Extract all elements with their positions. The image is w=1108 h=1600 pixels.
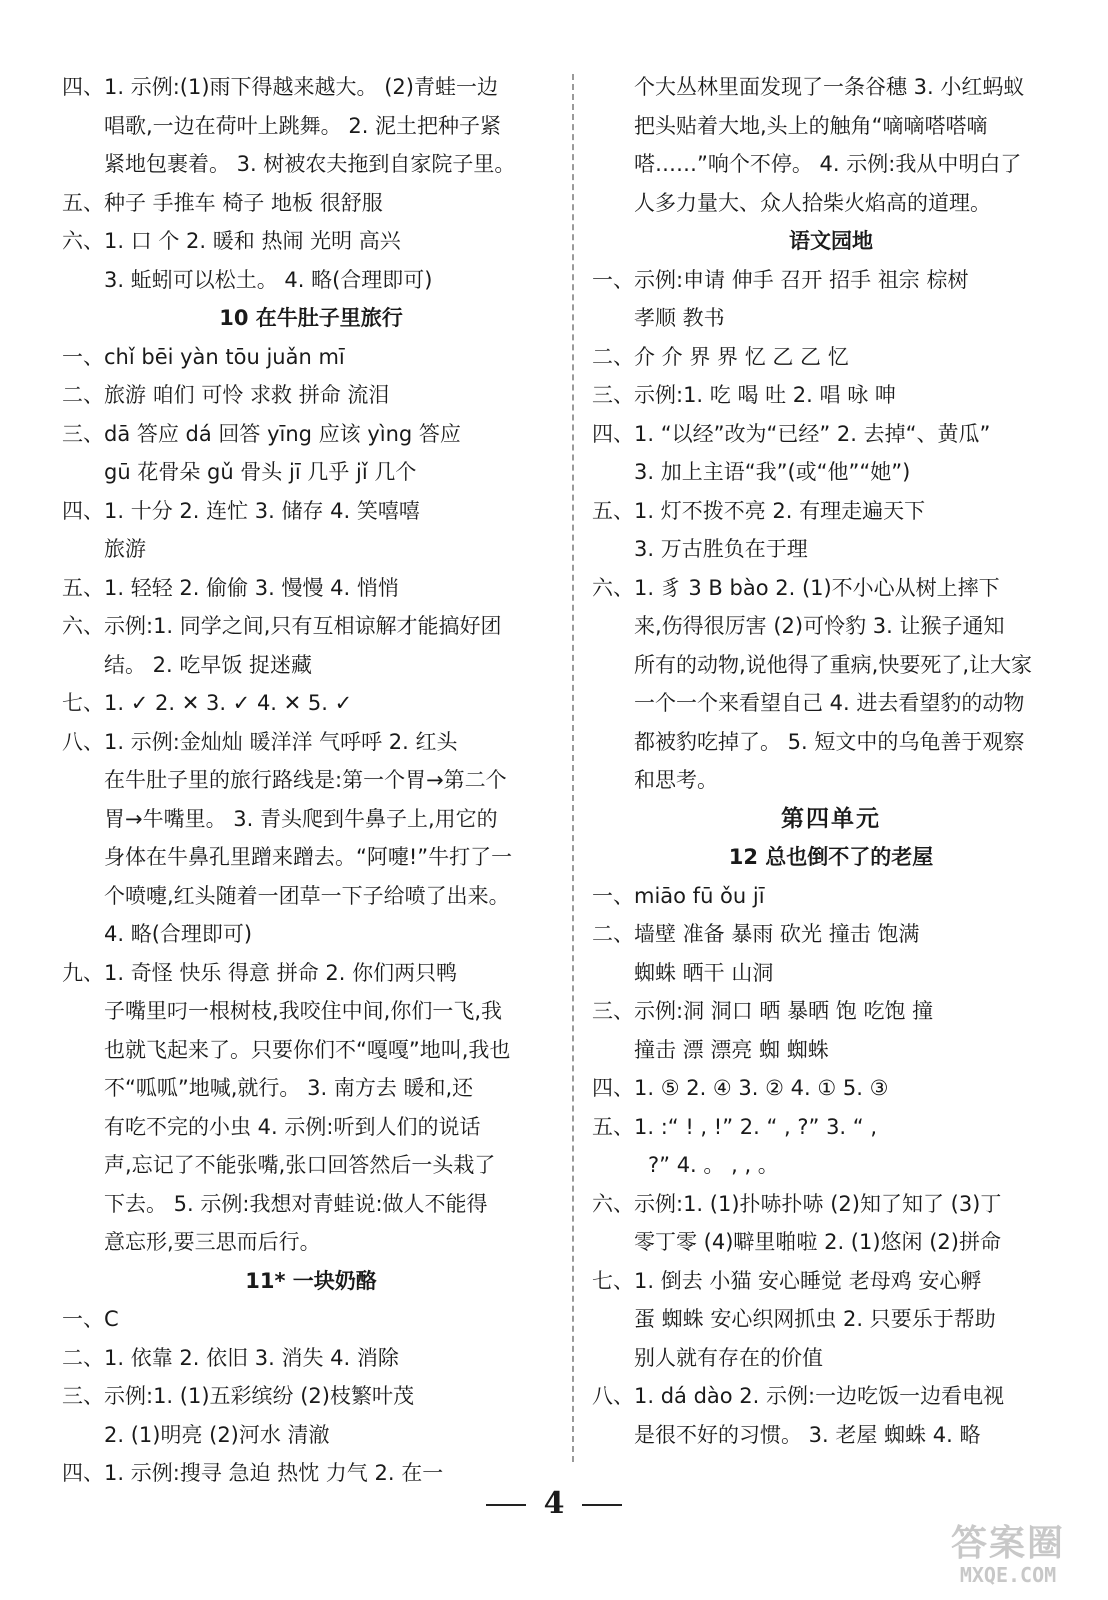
answer-line: 六、示例:1. (1)扑哧扑哧 (2)知了知了 (3)丁 bbox=[592, 1191, 1002, 1216]
column-divider bbox=[572, 74, 574, 1462]
answer-line: 一、chǐ bēi yàn tōu juǎn mī bbox=[62, 344, 345, 369]
answer-line: 不“呱呱”地喊,就行。 3. 南方去 暖和,还 bbox=[104, 1076, 474, 1100]
answer-line: 个喷嚏,红头随着一团草一下子给喷了出来。 bbox=[104, 883, 510, 908]
answer-line: 也就飞起来了。只要你们不“嘎嘎”地叫,我也 bbox=[104, 1037, 511, 1062]
answer-line: 个大丛林里面发现了一条谷穗 3. 小红蚂蚁 bbox=[634, 75, 1025, 99]
answer-line: 子嘴里叼一根树枝,我咬住中间,你们一飞,我 bbox=[104, 999, 503, 1023]
answer-line: 五、1. 灯不拨不亮 2. 有理走遍天下 bbox=[592, 498, 926, 523]
answer-line: 3. 加上主语“我”(或“他”“她”) bbox=[634, 460, 911, 484]
page-number-dash-right bbox=[582, 1504, 622, 1506]
answer-line: 一、示例:申请 伸手 召开 招手 祖宗 棕树 bbox=[592, 267, 969, 292]
answer-line: 声,忘记了不能张嘴,张口回答然后一头栽了 bbox=[104, 1153, 496, 1177]
answer-line: 五、1. :“ ! , !” 2. “ , ?” 3. “ , bbox=[592, 1114, 878, 1139]
answer-line: 紧地包裹着。 3. 树被农夫拖到自家院子里。 bbox=[104, 152, 516, 176]
answer-line: 四、1. “以经”改为“已经” 2. 去掉“、黄瓜” bbox=[592, 421, 991, 446]
page-number bbox=[0, 1484, 1108, 1524]
answer-line: 三、示例:1. 吃 喝 吐 2. 唱 咏 呻 bbox=[592, 383, 896, 407]
answer-line: 四、1. ⑤ 2. ④ 3. ② 4. ① 5. ③ bbox=[592, 1076, 889, 1100]
page-number-dash-left bbox=[486, 1504, 526, 1506]
answer-line: 2. (1)明亮 (2)河水 清澈 bbox=[104, 1422, 330, 1447]
answer-line: 一个一个来看望自己 4. 进去看望豹的动物 bbox=[634, 691, 1025, 715]
section-heading: 10 在牛肚子里旅行 bbox=[219, 306, 403, 330]
answer-line: 孝顺 教书 bbox=[634, 306, 725, 330]
section-heading: 12 总也倒不了的老屋 bbox=[728, 845, 934, 869]
watermark-url: MXQE.COM bbox=[959, 1563, 1057, 1587]
answer-line: 九、1. 奇怪 快乐 得意 拼命 2. 你们两只鸭 bbox=[62, 960, 458, 985]
answer-line: 四、1. 十分 2. 连忙 3. 储存 4. 笑嘻嘻 bbox=[62, 498, 420, 523]
answer-line: 蛋 蜘蛛 安心织网抓虫 2. 只要乐于帮助 bbox=[634, 1307, 996, 1331]
answer-line: 都被豹吃掉了。 5. 短文中的乌龟善于观察 bbox=[634, 729, 1025, 754]
left-answer-column bbox=[62, 68, 560, 1493]
answer-line: gū 花骨朵 gǔ 骨头 jī 几乎 jǐ 几个 bbox=[104, 460, 417, 484]
answer-line: 六、1. 口 个 2. 暖和 热闹 光明 高兴 bbox=[62, 229, 401, 253]
page-number-value: 4 bbox=[543, 1486, 565, 1521]
answer-line: 在牛肚子里的旅行路线是:第一个胃→第二个 bbox=[104, 768, 507, 792]
answer-line: 一、miāo fū ǒu jī bbox=[592, 883, 765, 908]
answer-line: 三、dā 答应 dá 回答 yīng 应该 yìng 答应 bbox=[62, 421, 461, 446]
answer-line: 结。 2. 吃早饭 捉迷藏 bbox=[104, 652, 313, 677]
section-heading: 语文园地 bbox=[789, 229, 873, 253]
answer-line: 四、1. 示例:(1)雨下得越来越大。 (2)青蛙一边 bbox=[62, 75, 498, 99]
answer-line: 下去。 5. 示例:我想对青蛙说:做人不能得 bbox=[104, 1191, 488, 1216]
answer-line: 三、示例:1. (1)五彩缤纷 (2)枝繁叶茂 bbox=[62, 1384, 414, 1408]
answer-line: 五、1. 轻轻 2. 偷偷 3. 慢慢 4. 悄悄 bbox=[62, 575, 399, 600]
answer-line: ?” 4. 。 , , 。 bbox=[648, 1153, 779, 1177]
answer-line: 二、1. 依靠 2. 依旧 3. 消失 4. 消除 bbox=[62, 1345, 399, 1370]
answer-line: 所有的动物,说他得了重病,快要死了,让大家 bbox=[634, 652, 1033, 677]
unit-heading: 第四单元 bbox=[781, 805, 881, 832]
answer-line: 六、1. 豸 3 B bào 2. (1)不小心从树上摔下 bbox=[592, 575, 1000, 600]
answer-line: 别人就有存在的价值 bbox=[634, 1345, 823, 1370]
answer-line: 二、旅游 咱们 可怜 求救 拼命 流泪 bbox=[62, 383, 390, 407]
answer-line: 五、种子 手推车 椅子 地板 很舒服 bbox=[62, 190, 383, 215]
answer-line: 八、1. 示例:金灿灿 暖洋洋 气呼呼 2. 红头 bbox=[62, 729, 458, 754]
answer-line: 旅游 bbox=[104, 537, 146, 561]
answer-line: 把头贴着大地,头上的触角“嘀嘀嗒嗒嘀 bbox=[634, 113, 988, 138]
answer-line: 蜘蛛 晒干 山洞 bbox=[634, 960, 774, 985]
answer-line: 二、墙壁 准备 暴雨 砍光 撞击 饱满 bbox=[592, 922, 920, 946]
answer-line: 胃→牛嘴里。 3. 青头爬到牛鼻子上,用它的 bbox=[104, 806, 498, 831]
answer-line: 二、介 介 界 界 忆 乙 乙 忆 bbox=[592, 344, 849, 369]
answer-line: 身体在牛鼻孔里蹭来蹭去。“阿嚏!”牛打了一 bbox=[104, 845, 513, 869]
answer-line: 八、1. dá dào 2. 示例:一边吃饭一边看电视 bbox=[592, 1384, 1005, 1408]
watermark-main: 答案圈 bbox=[950, 1523, 1065, 1564]
answer-line: 撞击 漂 漂亮 蜘 蜘蛛 bbox=[634, 1037, 829, 1062]
answer-line: 来,伤得很厉害 (2)可怜豹 3. 让猴子通知 bbox=[634, 614, 1005, 638]
watermark-logo bbox=[918, 1524, 1098, 1590]
answer-line: 一、C bbox=[62, 1307, 119, 1331]
answer-line: 4. 略(合理即可) bbox=[104, 922, 253, 946]
answer-line: 四、1. 示例:搜寻 急迫 热忱 力气 2. 在一 bbox=[62, 1461, 444, 1485]
answer-line: 人多力量大、众人拾柴火焰高的道理。 bbox=[634, 190, 991, 215]
answer-line: 七、1. ✓ 2. ✕ 3. ✓ 4. ✕ 5. ✓ bbox=[62, 691, 353, 715]
answer-line: 有吃不完的小虫 4. 示例:听到人们的说话 bbox=[104, 1114, 481, 1139]
answer-line: 七、1. 倒去 小猫 安心睡觉 老母鸡 安心孵 bbox=[592, 1268, 982, 1293]
answer-line: 意忘形,要三思而后行。 bbox=[104, 1230, 321, 1254]
answer-line: 是很不好的习惯。 3. 老屋 蜘蛛 4. 略 bbox=[634, 1422, 981, 1447]
right-answer-column bbox=[592, 68, 1070, 1454]
answer-line: 唱歌,一边在荷叶上跳舞。 2. 泥土把种子紧 bbox=[104, 113, 502, 138]
answer-line: 零丁零 (4)噼里啪啦 2. (1)悠闲 (2)拼命 bbox=[634, 1230, 1001, 1254]
answer-line: 嗒……”响个不停。 4. 示例:我从中明白了 bbox=[634, 152, 1022, 176]
answer-line: 六、示例:1. 同学之间,只有互相谅解才能搞好团 bbox=[62, 614, 502, 638]
section-heading: 11* 一块奶酪 bbox=[245, 1268, 377, 1293]
answer-line: 三、示例:洞 洞口 晒 暴晒 饱 吃饱 撞 bbox=[592, 999, 934, 1023]
answer-line: 和思考。 bbox=[634, 768, 718, 792]
answer-line: 3. 蚯蚓可以松土。 4. 略(合理即可) bbox=[104, 267, 433, 292]
answer-line: 3. 万古胜负在于理 bbox=[634, 537, 808, 561]
